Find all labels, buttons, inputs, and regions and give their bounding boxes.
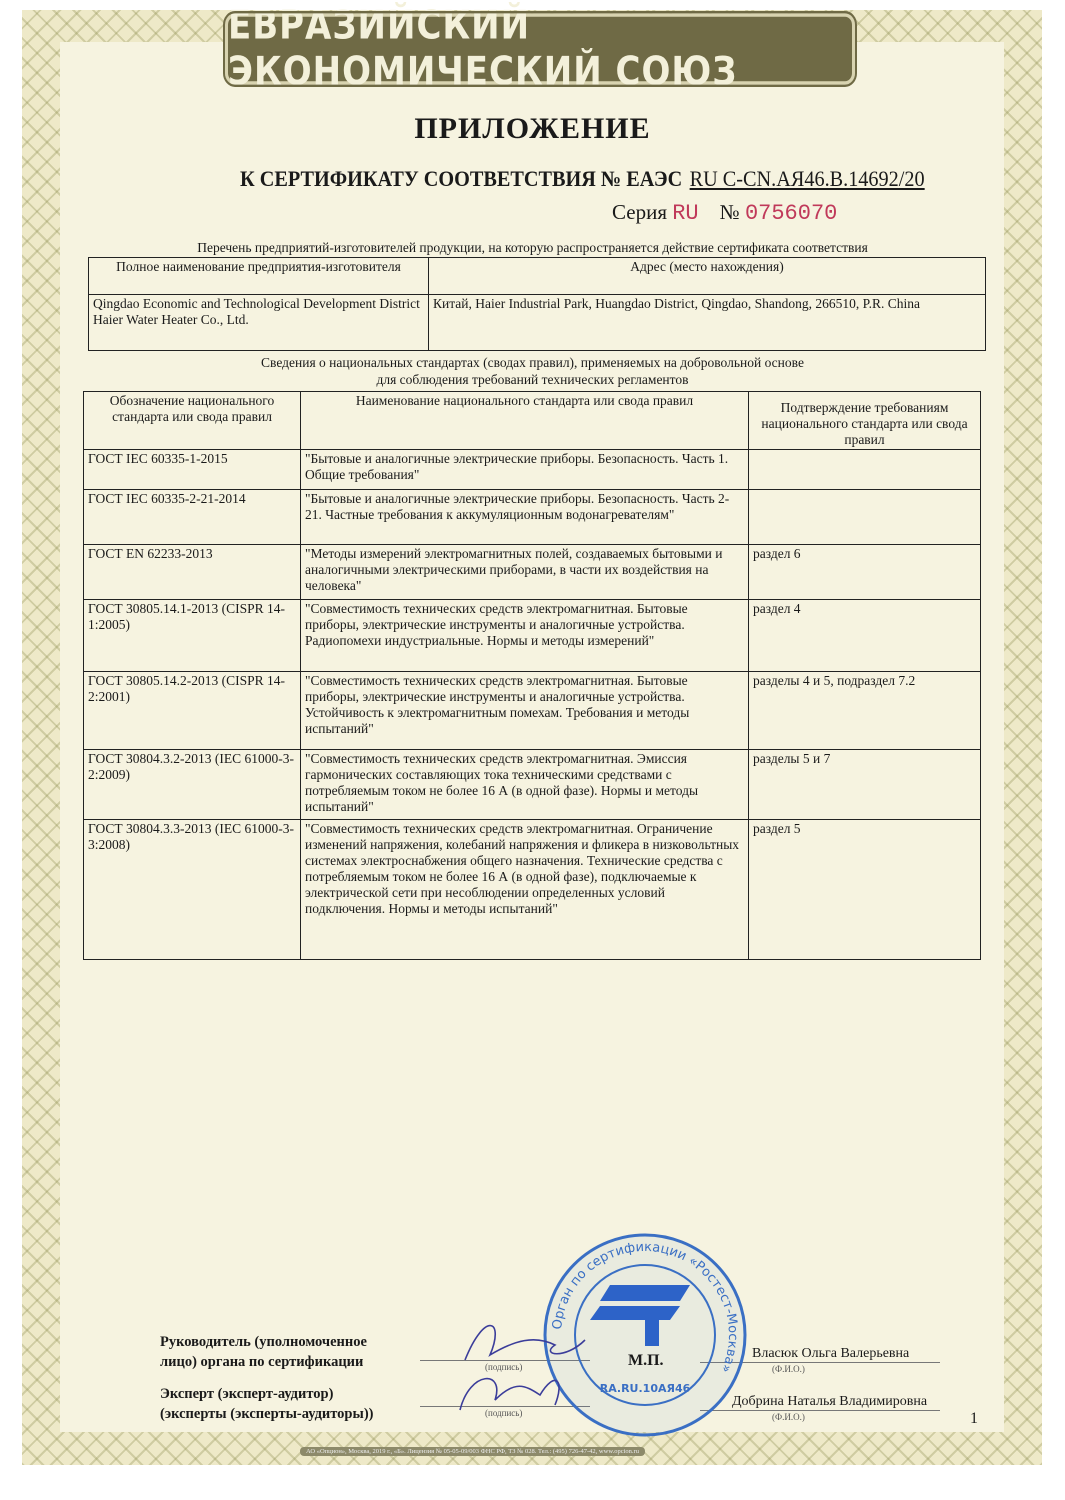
printer-imprint: АО «Опцион», Москва, 2019 г., «Б». Лицензия № 05-05-09/003 ФНС РФ, ТЗ № 028. Тел.: (495) 726-47-42, www.opcion.ru <box>300 1447 645 1456</box>
head-label <box>160 1332 410 1372</box>
header-cell: Полное наименование предприятия-изготовителя <box>89 258 429 295</box>
standard-code: ГОСТ 30804.3.2-2013 (IEC 61000-3-2:2009) <box>84 750 301 820</box>
series-value: RU <box>672 201 699 226</box>
standard-section: раздел 6 <box>749 545 981 600</box>
standard-code: ГОСТ IEC 60335-1-2015 <box>84 450 301 490</box>
standard-row <box>84 450 981 490</box>
standard-row <box>84 750 981 820</box>
standard-section: разделы 4 и 5, подраздел 7.2 <box>749 672 981 750</box>
standard-row <box>84 672 981 750</box>
certificate-prefix: К СЕРТИФИКАТУ СООТВЕТСТВИЯ № ЕАЭС <box>240 166 683 191</box>
manufacturer-name: Qingdao Economic and Technological Development District Haier Water Heater Co., Ltd. <box>89 295 429 351</box>
standard-section: раздел 5 <box>749 820 981 960</box>
stamp-ring-text: Орган по сертификации «Ростест-Москва» <box>550 1239 741 1375</box>
document-title: ПРИЛОЖЕНИЕ <box>414 112 651 145</box>
page-number: 1 <box>970 1410 978 1427</box>
standard-row <box>84 545 981 600</box>
no-label: № <box>719 200 740 224</box>
standard-title: "Бытовые и аналогичные электрические приборы. Безопасность. Часть 2-21. Частные требования к аккумуляционным водонагревателям" <box>301 490 749 545</box>
standard-title: "Методы измерений электромагнитных полей, создаваемых бытовыми и аналогичными электрическими приборами, в части их воздействия на человека" <box>301 545 749 600</box>
certificate-line <box>240 166 925 192</box>
standard-title: "Совместимость технических средств электромагнитная. Бытовые приборы, электрические инструменты и аналогичные устройства. Радиопомехи индустриальные. Нормы и методы измерений" <box>301 600 749 672</box>
signature-hint: (подпись) <box>485 1362 523 1372</box>
standard-section: разделы 5 и 7 <box>749 750 981 820</box>
header-cell: Подтверждение требованиям национального стандарта или свода правил <box>749 392 981 450</box>
standard-section: раздел 4 <box>749 600 981 672</box>
header-cell: Наименование национального стандарта или свода правил <box>301 392 749 450</box>
series-line <box>612 200 837 226</box>
manufacturer-address: Китай, Haier Industrial Park, Huangdao District, Qingdao, Shandong, 266510, P.R. China <box>429 295 986 351</box>
manufacturers-table <box>88 257 986 351</box>
serial-number: 0756070 <box>744 201 838 226</box>
standard-title: "Совместимость технических средств электромагнитная. Ограничение изменений напряжения, колебаний напряжения и фликера в низковольтных системах электроснабжения общего назначения. Технические средства с потребляемым током не более 16 А (в одной фазе), подключаемые к электрической сети при несоблюдении определенных условий подключения. Нормы и методы испытаний" <box>301 820 749 960</box>
standards-table <box>83 391 981 960</box>
standard-code: ГОСТ 30805.14.1-2013 (CISPR 14-1:2005) <box>84 600 301 672</box>
head-name: Власюк Ольга Валерьевна <box>752 1346 910 1361</box>
union-banner: ЕВРАЗИЙСКИЙ ЭКОНОМИЧЕСКИЙ СОЮЗ <box>225 13 855 84</box>
head-label-text: Руководитель (уполномоченное лицо) органа по сертификации <box>160 1334 367 1370</box>
fio-hint: (Ф.И.О.) <box>772 1364 805 1374</box>
standard-section <box>749 450 981 490</box>
manufacturers-caption: Перечень предприятий-изготовителей продукции, на которую распространяется действие сертификата соответствия <box>197 240 868 255</box>
expert-label <box>160 1384 430 1424</box>
standard-title: "Бытовые и аналогичные электрические приборы. Безопасность. Часть 1. Общие требования" <box>301 450 749 490</box>
standard-title: "Совместимость технических средств электромагнитная. Бытовые приборы, электрические инструменты и аналогичные устройства. Устойчивость к электромагнитным помехам. Требования и методы испытаний" <box>301 672 749 750</box>
standards-caption-2: для соблюдения требований технических регламентов <box>376 372 689 387</box>
series-label: Серия <box>612 200 667 224</box>
stamp-code: RA.RU.10АЯ46 <box>599 1382 691 1395</box>
standard-section <box>749 490 981 545</box>
standard-row <box>84 490 981 545</box>
standard-code: ГОСТ EN 62233-2013 <box>84 545 301 600</box>
standard-code: ГОСТ 30805.14.2-2013 (CISPR 14-2:2001) <box>84 672 301 750</box>
signature-hint: (подпись) <box>485 1408 523 1418</box>
expert-label-text: Эксперт (эксперт-аудитор) (эксперты (эксперты-аудиторы)) <box>160 1386 374 1422</box>
fio-hint: (Ф.И.О.) <box>772 1412 805 1422</box>
standards-caption-1: Сведения о национальных стандартах (сводах правил), применяемых на добровольной основе <box>261 355 804 370</box>
standard-row <box>84 820 981 960</box>
expert-name: Добрина Наталья Владимировна <box>732 1394 928 1409</box>
standard-row <box>84 600 981 672</box>
signatures-handwritten <box>445 1300 595 1420</box>
standard-code: ГОСТ IEC 60335-2-21-2014 <box>84 490 301 545</box>
standard-code: ГОСТ 30804.3.3-2013 (IEC 61000-3-3:2008) <box>84 820 301 960</box>
standard-title: "Совместимость технических средств электромагнитная. Эмиссия гармонических составляющих тока техническими средствами с потребляемым током не более 16 А (в одной фазе). Нормы и методы испытаний" <box>301 750 749 820</box>
header-cell: Обозначение национального стандарта или свода правил <box>84 392 301 450</box>
header-cell: Адрес (место нахождения) <box>429 258 986 295</box>
seal-place: М.П. <box>628 1352 664 1369</box>
certificate-number: RU C-CN.АЯ46.В.14692/20 <box>689 166 925 191</box>
